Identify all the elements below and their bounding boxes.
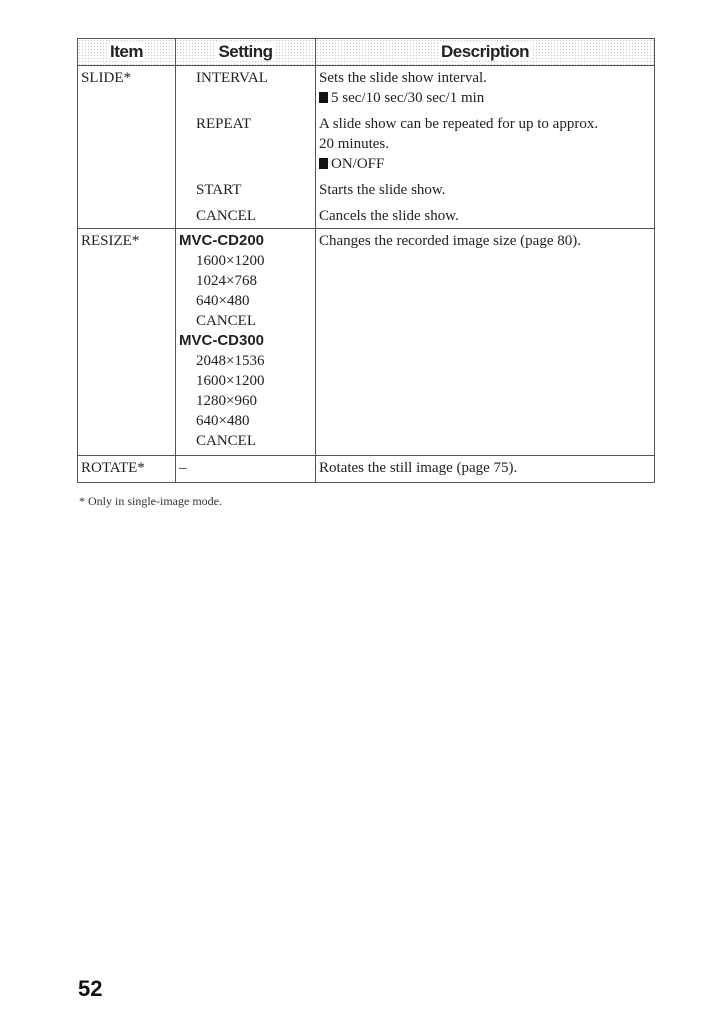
- setting-cell: [176, 229, 316, 455]
- setting-start: START: [196, 182, 242, 198]
- model-label-cd200: MVC-CD200: [179, 232, 265, 249]
- table-row-resize: [78, 228, 654, 455]
- item-resize: RESIZE*: [81, 233, 140, 249]
- setting-cell: [176, 66, 316, 228]
- item-cell: [78, 66, 176, 228]
- header-description: Description: [316, 39, 654, 65]
- table-row-rotate: [78, 455, 654, 482]
- page-number: 52: [78, 976, 103, 1001]
- setting-repeat: REPEAT: [196, 116, 252, 132]
- desc-rotate: Rotates the still image (page 75).: [319, 460, 518, 476]
- desc-repeat-2: 20 minutes.: [319, 136, 389, 152]
- desc-repeat-1: A slide show can be repeated for up to approx.: [319, 116, 599, 132]
- desc-resize: Changes the recorded image size (page 80).: [319, 233, 581, 249]
- resize-option: 640×480: [196, 293, 250, 309]
- footnote: * Only in single-image mode.: [79, 494, 222, 508]
- model-label-cd300: MVC-CD300: [179, 332, 265, 349]
- resize-option: 1024×768: [196, 273, 257, 289]
- resize-option: CANCEL: [196, 313, 256, 329]
- item-rotate: ROTATE*: [81, 460, 145, 476]
- setting-interval: INTERVAL: [196, 70, 268, 86]
- description-cell: [316, 66, 654, 228]
- item-slide: SLIDE*: [81, 70, 131, 86]
- header-item: Item: [78, 39, 176, 65]
- desc-cancel: Cancels the slide show.: [319, 208, 459, 224]
- resize-option: CANCEL: [196, 433, 256, 449]
- resize-option: 1600×1200: [196, 373, 265, 389]
- resize-option: 2048×1536: [196, 353, 265, 369]
- resize-option: 640×480: [196, 413, 250, 429]
- item-cell: [78, 229, 176, 455]
- resize-option: 1600×1200: [196, 253, 265, 269]
- options-repeat: ON/OFF: [319, 154, 650, 174]
- desc-interval: Sets the slide show interval.: [319, 70, 487, 86]
- setting-rotate: –: [179, 460, 187, 476]
- resize-option: 1280×960: [196, 393, 257, 409]
- default-marker-icon: [319, 158, 328, 169]
- setting-cell: [176, 456, 316, 482]
- desc-start: Starts the slide show.: [319, 182, 446, 198]
- description-cell: [316, 229, 654, 455]
- default-marker-icon: [319, 92, 328, 103]
- header-setting: Setting: [176, 39, 316, 65]
- table-header-row: [78, 39, 654, 65]
- description-cell: [316, 456, 654, 482]
- setting-cancel: CANCEL: [196, 208, 256, 224]
- table-row-slide: [78, 65, 654, 228]
- settings-table: [77, 38, 655, 483]
- options-interval: 5 sec/10 sec/30 sec/1 min: [319, 88, 650, 108]
- item-cell: [78, 456, 176, 482]
